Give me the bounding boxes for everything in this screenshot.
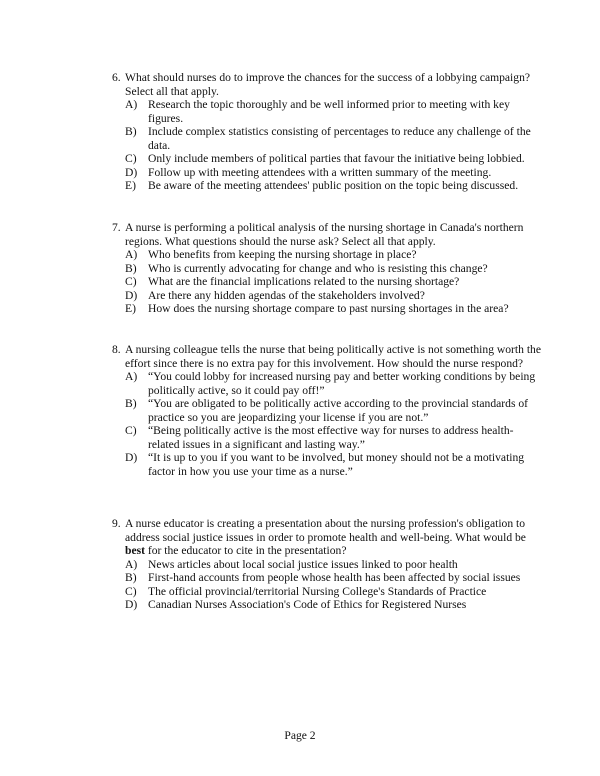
option-b <box>112 262 542 276</box>
question-6 <box>112 71 542 193</box>
option-letter: D) <box>125 451 138 464</box>
option-b <box>112 125 542 152</box>
option-letter: B) <box>125 571 137 584</box>
option-text: Who is currently advocating for change and who is resisting this change? <box>148 261 488 275</box>
question-number: 9. <box>112 517 121 530</box>
question-text: A nursing colleague tells the nurse that being politically active is not something worth the effort since there is no extra pay for this involvement. How should the nurse respond? <box>125 343 541 370</box>
option-c <box>112 424 542 451</box>
option-letter: E) <box>125 179 136 192</box>
option-c <box>112 585 542 599</box>
question-text-end: for the educator to cite in the presentation? <box>144 544 347 557</box>
option-a <box>112 558 542 572</box>
option-text: Follow up with meeting attendees with a written summary of the meeting. <box>148 165 492 179</box>
question-number: 7. <box>112 221 121 234</box>
option-a <box>112 370 542 397</box>
question-text: A nurse educator is creating a presentation about the nursing profession's obligation to address social justice issues in order to promote health and well-being. What would be <box>125 517 526 544</box>
option-text: “It is up to you if you want to be involved, but money should not be a motivating factor in how you use your time as a nurse.” <box>148 451 525 478</box>
question-7 <box>112 221 542 316</box>
option-text: Only include members of political parties that favour the initiative being lobbied. <box>148 152 525 165</box>
question-text: A nurse is performing a political analysis of the nursing shortage in Canada's northern regions. What questions should the nurse ask? Select all that apply. <box>125 221 524 248</box>
option-letter: E) <box>125 302 136 315</box>
option-letter: B) <box>125 125 137 138</box>
option-letter: A) <box>125 557 138 571</box>
option-text: What are the financial implications related to the nursing shortage? <box>148 275 460 288</box>
option-letter: D) <box>125 165 138 179</box>
option-letter: A) <box>125 98 138 111</box>
option-text: Be aware of the meeting attendees' public position on the topic being discussed. <box>148 179 519 192</box>
option-d <box>112 289 542 303</box>
option-text: The official provincial/territorial Nursing College's Standards of Practice <box>148 584 487 598</box>
question-stem <box>112 71 542 98</box>
option-text: How does the nursing shortage compare to past nursing shortages in the area? <box>148 302 509 315</box>
option-c <box>112 275 542 289</box>
question-number: 8. <box>112 343 121 356</box>
option-text: Are there any hidden agendas of the stakeholders involved? <box>148 288 425 302</box>
option-text: “You could lobby for increased nursing pay and better working conditions by being politically active, so it could pay off!” <box>148 370 536 397</box>
option-d <box>112 451 542 478</box>
option-text: News articles about local social justice issues linked to poor health <box>148 557 458 571</box>
option-b <box>112 571 542 585</box>
question-stem <box>112 517 542 558</box>
option-b <box>112 397 542 424</box>
option-letter: D) <box>125 598 138 611</box>
option-text: “You are obligated to be politically active according to the provincial standards of practice so you are jeopardizing your license if you are not.” <box>148 397 529 424</box>
option-e <box>112 179 542 193</box>
option-letter: B) <box>125 261 137 275</box>
option-letter: C) <box>125 275 137 288</box>
option-list <box>112 558 542 612</box>
emphasis-best: best <box>125 544 145 557</box>
option-text: Who benefits from keeping the nursing shortage in place? <box>148 248 417 261</box>
option-list <box>112 98 542 193</box>
option-text: Research the topic thoroughly and be well informed prior to meeting with key figures. <box>148 98 510 125</box>
question-text: What should nurses do to improve the chances for the success of a lobbying campaign? Select all that apply. <box>125 71 531 98</box>
option-letter: D) <box>125 288 138 302</box>
question-9 <box>112 517 542 612</box>
question-stem <box>112 343 542 370</box>
option-text: Canadian Nurses Association's Code of Ethics for Registered Nurses <box>148 598 467 611</box>
option-text: Include complex statistics consisting of percentages to reduce any challenge of the data. <box>148 125 531 152</box>
question-8 <box>112 343 542 478</box>
option-a <box>112 98 542 125</box>
option-d <box>112 598 542 612</box>
option-text: First-hand accounts from people whose health has been affected by social issues <box>148 571 521 584</box>
option-e <box>112 302 542 316</box>
option-letter: A) <box>125 370 138 383</box>
option-letter: C) <box>125 424 137 437</box>
option-text: “Being politically active is the most effective way for nurses to address health-related issues in a significant and lasting way.” <box>148 424 514 451</box>
page-number: Page 2 <box>284 729 316 742</box>
question-stem <box>112 221 542 248</box>
option-a <box>112 248 542 262</box>
option-d <box>112 166 542 180</box>
option-letter: A) <box>125 248 138 261</box>
question-number: 6. <box>112 71 121 84</box>
option-letter: C) <box>125 584 137 598</box>
option-c <box>112 152 542 166</box>
option-letter: C) <box>125 152 137 165</box>
option-letter: B) <box>125 397 137 410</box>
option-list <box>112 248 542 316</box>
option-list <box>112 370 542 478</box>
